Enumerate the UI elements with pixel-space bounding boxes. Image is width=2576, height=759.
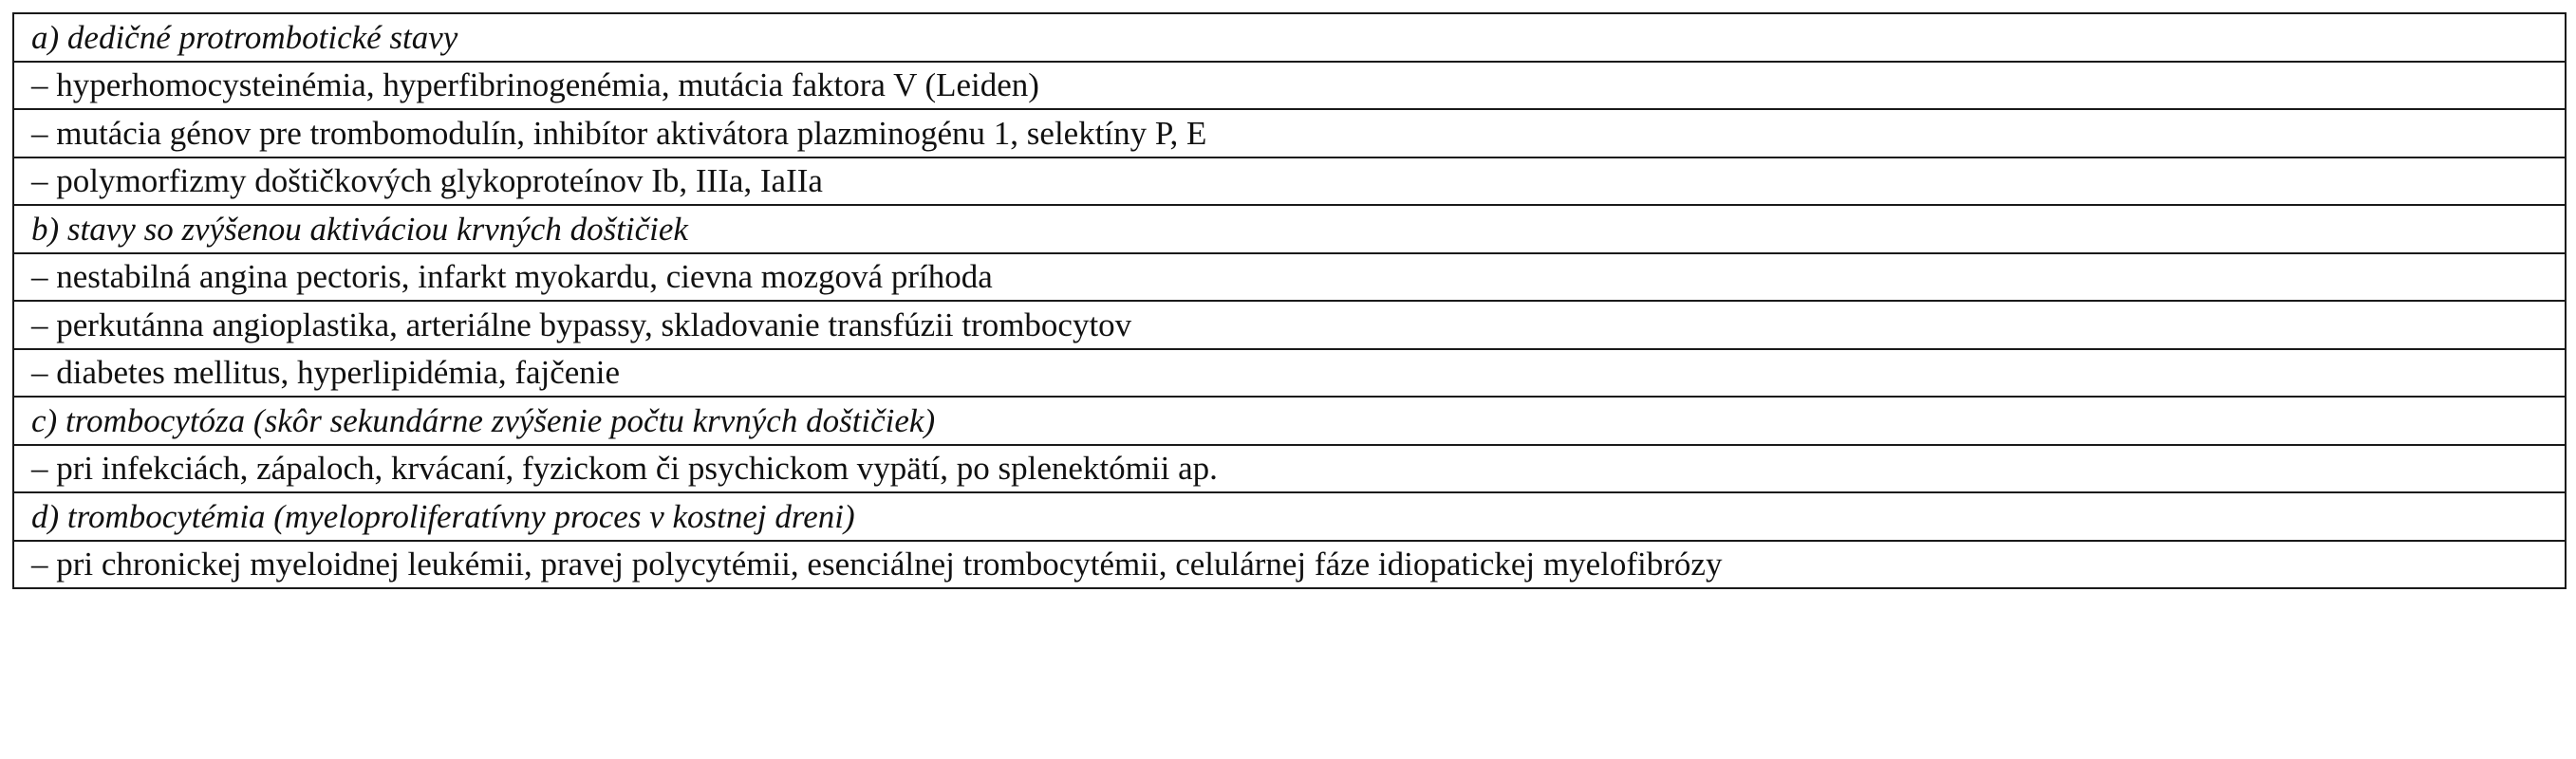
table-cell-heading: d) trombocytémia (myeloproliferatívny proces v kostnej dreni) [13, 492, 2566, 541]
table-cell: – mutácia génov pre trombomodulín, inhibítor aktivátora plazminogénu 1, selektíny P, E [13, 109, 2566, 157]
table-row-heading [13, 492, 2566, 541]
table-cell: – pri chronickej myeloidnej leukémii, pravej polycytémii, esenciálnej trombocytémii, celulárnej fáze idiopatickej myelofibrózy [13, 541, 2566, 589]
table-cell: – polymorfizmy doštičkových glykoproteínov Ib, IIIa, IaIIa [13, 157, 2566, 206]
table-cell-heading: b) stavy so zvýšenou aktiváciou krvných doštičiek [13, 205, 2566, 253]
table-row [13, 62, 2566, 110]
table-row [13, 301, 2566, 349]
table-cell: – pri infekciách, zápaloch, krvácaní, fyzickom či psychickom vypätí, po splenektómii ap. [13, 445, 2566, 493]
table-body [13, 13, 2566, 588]
table-row-heading [13, 205, 2566, 253]
table-row [13, 109, 2566, 157]
table-row [13, 253, 2566, 302]
table-row [13, 445, 2566, 493]
protrombotic-states-table [12, 12, 2567, 589]
table-row-heading [13, 397, 2566, 445]
protrombotic-states-table-container [12, 12, 2567, 589]
table-cell: – nestabilná angina pectoris, infarkt myokardu, cievna mozgová príhoda [13, 253, 2566, 302]
table-row [13, 157, 2566, 206]
table-cell: – perkutánna angioplastika, arteriálne bypassy, skladovanie transfúzii trombocytov [13, 301, 2566, 349]
table-cell-heading: a) dedičné protrombotické stavy [13, 13, 2566, 62]
table-cell: – hyperhomocysteinémia, hyperfibrinogenémia, mutácia faktora V (Leiden) [13, 62, 2566, 110]
table-cell-heading: c) trombocytóza (skôr sekundárne zvýšenie počtu krvných doštičiek) [13, 397, 2566, 445]
table-cell: – diabetes mellitus, hyperlipidémia, fajčenie [13, 349, 2566, 398]
table-row [13, 349, 2566, 398]
table-row [13, 541, 2566, 589]
table-row-heading [13, 13, 2566, 62]
